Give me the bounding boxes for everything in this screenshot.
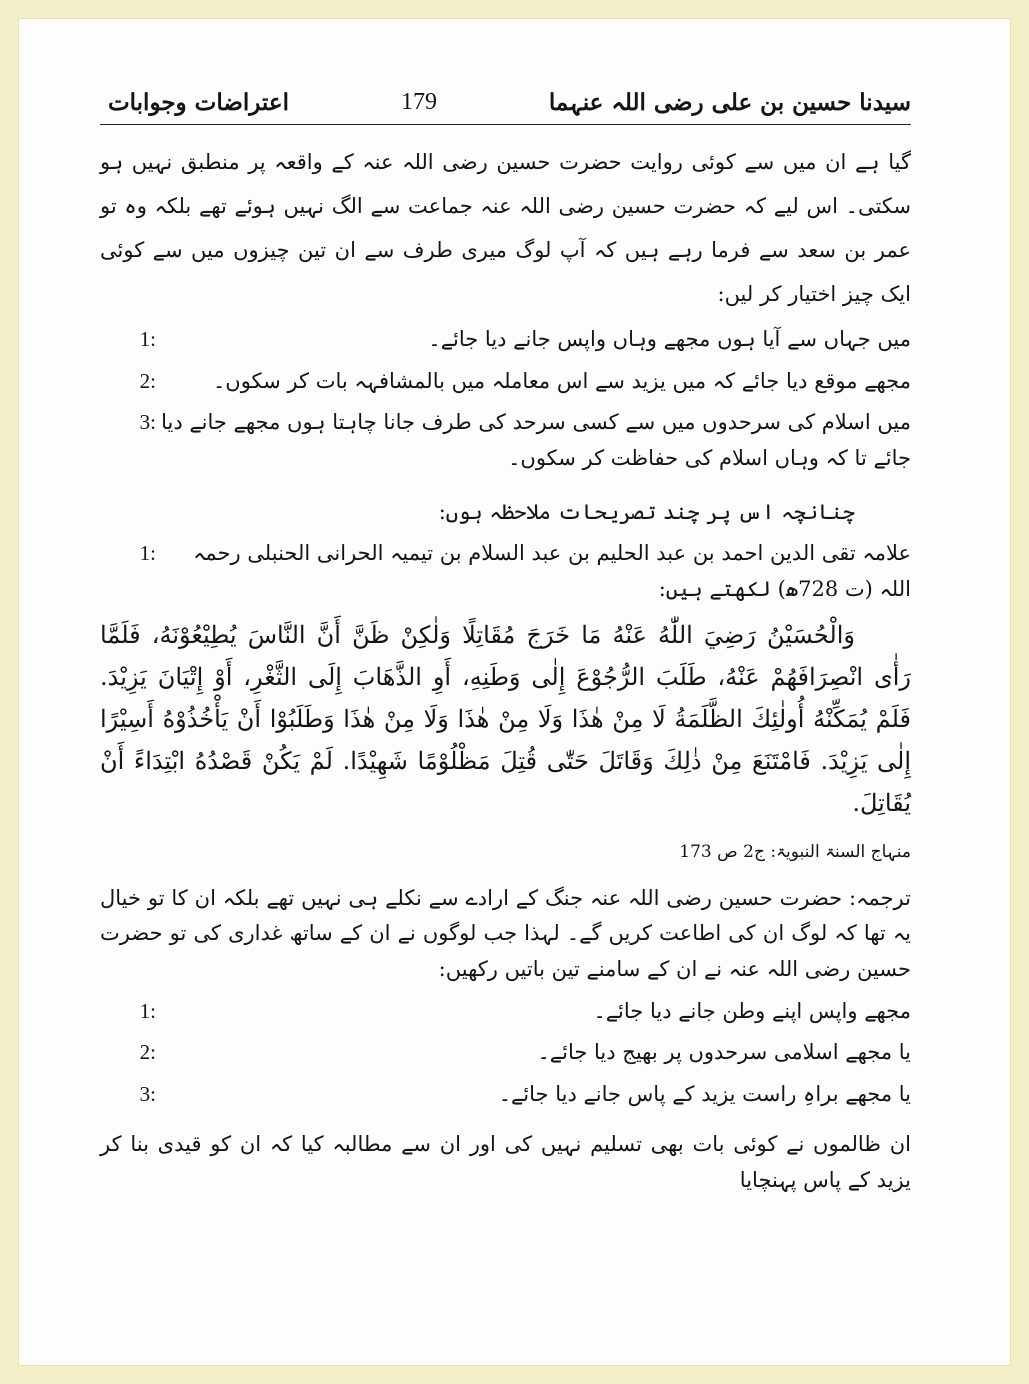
list-item-text: یا مجھے براہِ راست یزید کے پاس جانے دیا جائے۔	[498, 1082, 911, 1107]
list-item-text: مجھے واپس اپنے وطن جانے دیا جائے۔	[593, 998, 911, 1023]
quote-intro	[100, 536, 911, 607]
translation-text: حضرت حسین رضی اللہ عنہ جنگ کے ارادے سے نکلے ہی نہیں تھے بلکہ ان کا تو خیال یہ تھا کہ لوگ ان کی اطاعت کریں گے۔ لہذا جب لوگوں نے ان کے ساتھ غداری کی تو حضرت حسین رضی اللہ عنہ نے ان کے سامنے تین باتیں رکھیں:	[100, 885, 911, 982]
page-body	[100, 140, 911, 1198]
list-item-number: 3:	[139, 410, 156, 435]
list-item	[100, 405, 911, 476]
options-list	[100, 994, 911, 1113]
paragraph-intro: گیا ہے ان میں سے کوئی روایت حضرت حسین رضی اللہ عنہ کے واقعہ پر منطبق نہیں ہو سکتی۔ اس لیے کہ حضرت حسین رضی اللہ عنہ جماعت سے الگ نہیں ہوئے تھے بلکہ وہ تو عمر بن سعد سے فرما رہے ہیں کہ آپ لوگ میری طرف سے ان تین چیزوں میں سے کوئی ایک چیز اختیار کر لیں:	[100, 150, 911, 306]
list-item-number: 2:	[139, 368, 156, 393]
conditions-list	[100, 322, 911, 477]
header-title-right: سیدنا حسین بن علی رضی اللہ عنہما	[548, 88, 911, 116]
list-item	[100, 1077, 911, 1113]
translation-label: ترجمہ:	[849, 885, 911, 910]
list-item	[100, 322, 911, 358]
list-item-number: 1:	[139, 327, 156, 351]
arabic-quotation: وَالْحُسَیْنُ رَضِيَ اللّٰهُ عَنْهُ مَا خَرَجَ مُقَاتِلًا وَلٰكِنْ ظَنَّ أَنَّ النَّاسَ يُطِيْعُوْنَهُ، فَلَمَّا رَأٰى انْصِرَافَهُمْ عَنْهُ، طَلَبَ الرُّجُوْعَ إِلٰى وَطَنِهِ، أَوِ الذَّهَابَ إِلَى الثَّغْرِ، أَوْ إِتْيَانَ يَزِيْدَ. فَلَمْ يُمَكِّنْهُ أُولٰئِكَ الظَّلَمَةُ لَا مِنْ هٰذَا وَلَا مِنْ هٰذَا وَلَا مِنْ هٰذَا وَطَلَبُوْا أَنْ يَأْخُذُوْهُ أَسِيْرًا إِلٰى يَزِيْدَ. فَامْتَنَعَ مِنْ ذٰلِكَ وَقَاتَلَ حَتّٰى قُتِلَ مَظْلُوْمًا شَهِيْدًا. لَمْ يَكُنْ قَصْدُهُ ابْتِدَاءً أَنْ يُقَاتِلَ.	[100, 620, 911, 817]
list-item-text: مجھے موقع دیا جائے کہ میں یزید سے اس معاملہ میں بالمشافہہ بات کر سکوں۔	[212, 368, 911, 393]
running-header	[108, 84, 911, 120]
paragraph-intro-2: چنانچہ اس پر چند تصریحات ملاحظہ ہوں:	[438, 499, 855, 524]
list-item-number: 2:	[139, 1040, 156, 1065]
source-reference: منہاج السنۃ النبویۃ: ج2 ص 173	[679, 841, 911, 862]
list-item-text: میں جہاں سے آیا ہوں مجھے وہاں واپس جانے دیا جائے۔	[428, 327, 911, 351]
list-item-text: یا مجھے اسلامی سرحدوں پر بھیج دیا جائے۔	[537, 1040, 911, 1065]
quote-intro-text: علامہ تقی الدین احمد بن عبد الحلیم بن عبد السلام بن تیمیہ الحرانی الحنبلی رحمہ اللہ (ت 728ھ) لکھتے ہیں:	[193, 541, 911, 602]
list-item-text: میں اسلام کی سرحدوں میں سے کسی سرحد کی طرف جانا چاہتا ہوں مجھے جانے دیا جائے تا کہ وہاں اسلام کی حفاظت کر سکوں۔	[161, 410, 911, 471]
list-item	[100, 1035, 911, 1071]
closing-paragraph: ان ظالموں نے کوئی بات بھی تسلیم نہیں کی اور ان سے مطالبہ کیا کہ ان کو قیدی بنا کر یزید کے پاس پہنچایا	[100, 1131, 911, 1192]
list-item	[100, 364, 911, 400]
header-title-left: اعتراضات وجوابات	[108, 88, 289, 116]
list-item-number: 3:	[139, 1082, 156, 1107]
list-item	[100, 994, 911, 1030]
quote-intro-number: 1:	[139, 541, 156, 566]
translation-paragraph	[100, 881, 911, 988]
list-item-number: 1:	[139, 998, 156, 1023]
page-number: 179	[400, 88, 437, 115]
header-rule	[100, 124, 911, 125]
